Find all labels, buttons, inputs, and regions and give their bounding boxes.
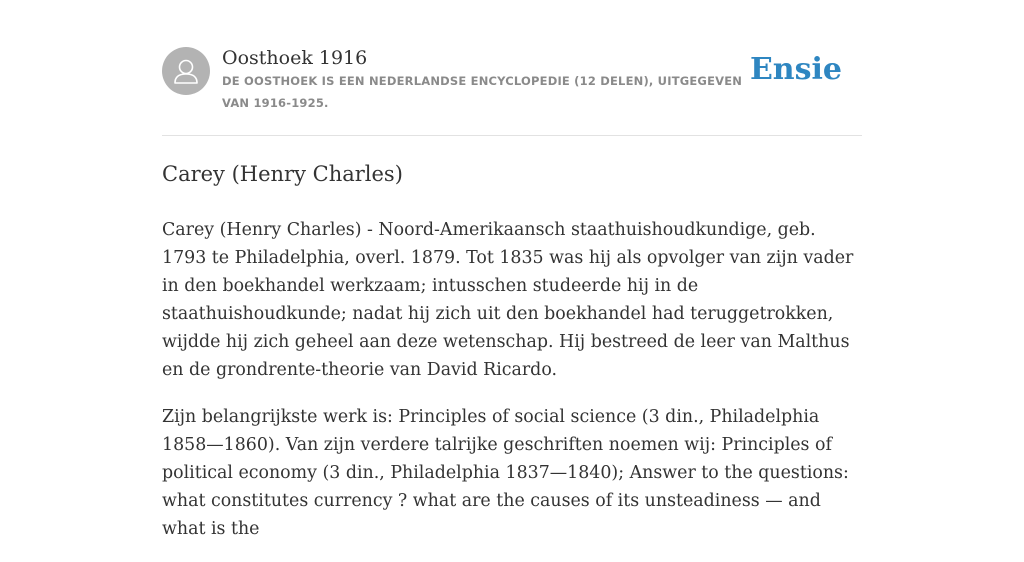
ensie-logo-link[interactable]: Ensie: [749, 52, 842, 87]
source-title[interactable]: Oosthoek 1916: [222, 47, 368, 69]
source-header: [162, 46, 862, 116]
article-title: Carey (Henry Charles): [162, 162, 403, 186]
source-description: DE OOSTHOEK IS EEN NEDERLANDSE ENCYCLOPEDIE (12 DELEN), UITGEGEVEN VAN 1916-1925.: [222, 74, 743, 110]
source-info: [222, 46, 762, 114]
user-icon[interactable]: [162, 47, 210, 95]
article-paragraph: Zijn belangrijkste werk is: Principles of social science (3 din., Philadelphia 1858—1860). Van zijn verdere talrijke geschriften noemen wij: Principles of political economy (3 din., Philadelphia 1837—1840); Answer to the questions: what constitutes currency ? what are the causes of its unsteadiness — and what is the: [162, 407, 849, 539]
article: [162, 158, 864, 562]
article-paragraph: Carey (Henry Charles) - Noord-Amerikaansch staathuishoudkundige, geb. 1793 te Philadelphia, overl. 1879. Tot 1835 was hij als opvolger van zijn vader in den boekhandel werkzaam; intusschen studeerde hij in de staathuishoudkunde; nadat hij zich uit den boekhandel had teruggetrokken, wijdde hij zich geheel aan deze wetenschap. Hij bestreed de leer van Malthus en de grondrente-theorie van David Ricardo.: [162, 220, 854, 380]
header-divider: [162, 135, 862, 136]
